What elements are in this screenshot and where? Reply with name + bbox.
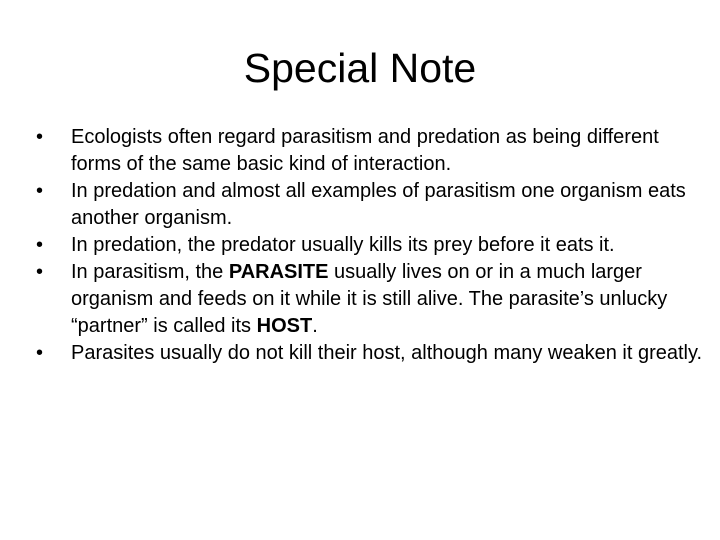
- bullet-text: [71, 234, 615, 256]
- bullet-text-segment: In predation and almost all examples of parasitism one organism eats another organism.: [71, 180, 686, 229]
- slide-title: Special Note: [243, 45, 477, 91]
- bullet-icon: •: [36, 234, 44, 256]
- bullet-text-segment: In predation, the predator usually kills its prey before it eats it.: [71, 234, 615, 256]
- bullet-item-3: [36, 232, 704, 259]
- bullet-icon: •: [36, 180, 44, 202]
- bullet-text: [71, 180, 686, 229]
- bullet-item-2: [36, 178, 704, 232]
- bullet-text-segment: usually lives on or in a much larger organism and feeds on it while it is still alive. The parasite’s unlucky “partner” is called its: [71, 261, 668, 337]
- bullet-text-segment: Ecologists often regard parasitism and predation as being different forms of the same basic kind of interaction.: [71, 126, 659, 175]
- bullet-text: [71, 261, 667, 337]
- bullet-text-segment: Parasites usually do not kill their host, although many weaken it greatly.: [71, 342, 703, 364]
- bullet-text-segment: .: [312, 315, 318, 337]
- bullet-icon: •: [36, 126, 44, 148]
- bullet-text: [71, 126, 659, 175]
- bullet-text: [71, 342, 702, 364]
- bullet-icon: •: [36, 342, 44, 364]
- bullet-item-5: [36, 340, 704, 367]
- term-parasite: PARASITE: [228, 261, 329, 283]
- bullet-text-segment: In parasitism, the: [71, 261, 229, 283]
- bullet-icon: •: [36, 261, 44, 283]
- term-host: HOST: [256, 315, 313, 337]
- bullet-list: [36, 124, 704, 367]
- bullet-item-4: [36, 259, 704, 340]
- bullet-item-1: [36, 124, 704, 178]
